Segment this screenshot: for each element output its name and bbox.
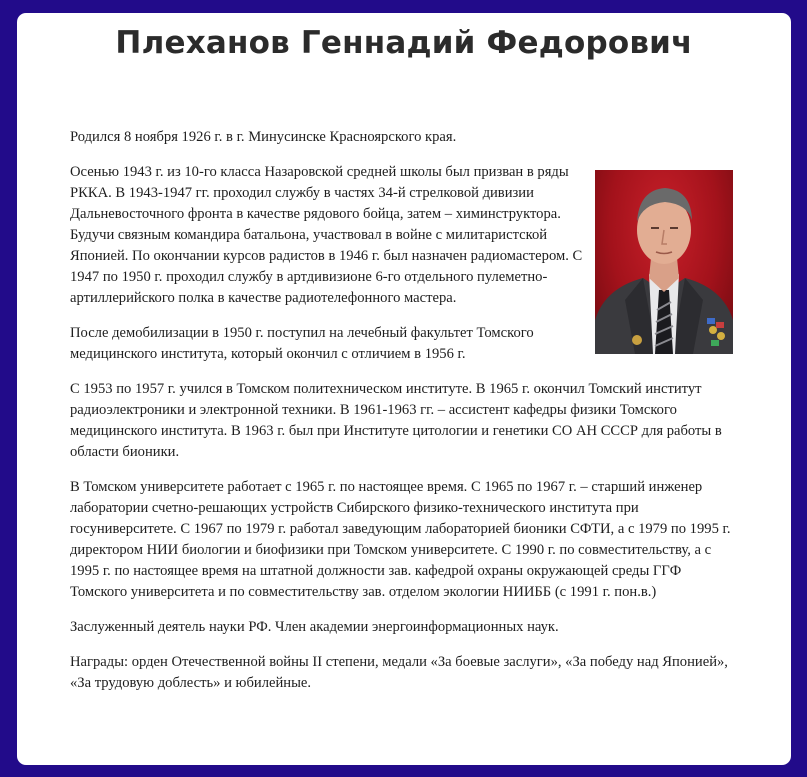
paragraph-awards: Награды: орден Отечественной войны II степени, медали «За боевые заслуги», «За победу над Японией», «За трудовую доблесть» и юбилейные.: [70, 654, 728, 691]
card-frame: [17, 13, 791, 765]
portrait-illustration: [595, 170, 733, 354]
paragraph-education-technical: С 1953 по 1957 г. учился в Томском политехническом институте. В 1965 г. окончил Томский институт радиоэлектроники и электронной техники. В 1961-1963 гг. – ассистент кафедры физики Томского медицинского института. В 1963 г. был при Институте цитологии и генетики СО АН СССР для работы в области бионики.: [70, 381, 722, 460]
portrait-photo: [595, 170, 733, 354]
paragraph-titles: Заслуженный деятель науки РФ. Член академии энергоинформационных наук.: [70, 619, 559, 635]
paragraph-education-medical: После демобилизации в 1950 г. поступил на лечебный факультет Томского медицинского института, который окончил с отличием в 1956 г.: [70, 325, 534, 362]
biography-text: [70, 127, 735, 708]
page-title: Плеханов Геннадий Федорович: [115, 25, 693, 61]
paragraph-birth: Родился 8 ноября 1926 г. в г. Минусинске Красноярского края.: [70, 129, 457, 145]
paragraph-military-service: Осенью 1943 г. из 10-го класса Назаровской средней школы был призван в ряды РККА. В 1943-1947 гг. проходил службу в частях 34-й стрелковой дивизии Дальневосточного фронта в качестве рядового бойца, затем – химинструктора. Будучи связным командира батальона, участвовал в войне с милитаристской Японией. По окончании курсов радистов в 1946 г. был назначен радиомастером. С 1947 по 1950 г. проходил службу в артдивизионе 6-го отдельного пулеметно-артиллерийского полка в качестве радиотелефонного мастера.: [70, 164, 583, 306]
paragraph-university-career: В Томском университете работает с 1965 г. по настоящее время. С 1965 по 1967 г. – старший инженер лаборатории счетно-решающих устройств Сибирского физико-технического института при госуниверситете. С 1967 по 1979 г. работал заведующим лабораторией бионики СФТИ, а с 1979 по 1995 г. директором НИИ биологии и биофизики при Томском университете. С 1990 г. по совместительству, а с 1995 г. по настоящее время на штатной должности зав. кафедрой охраны окружающей среды ГГФ Томского университета и по совместительству зав. отделом экологии НИИББ (с 1991 г. пон.в.): [70, 479, 731, 600]
